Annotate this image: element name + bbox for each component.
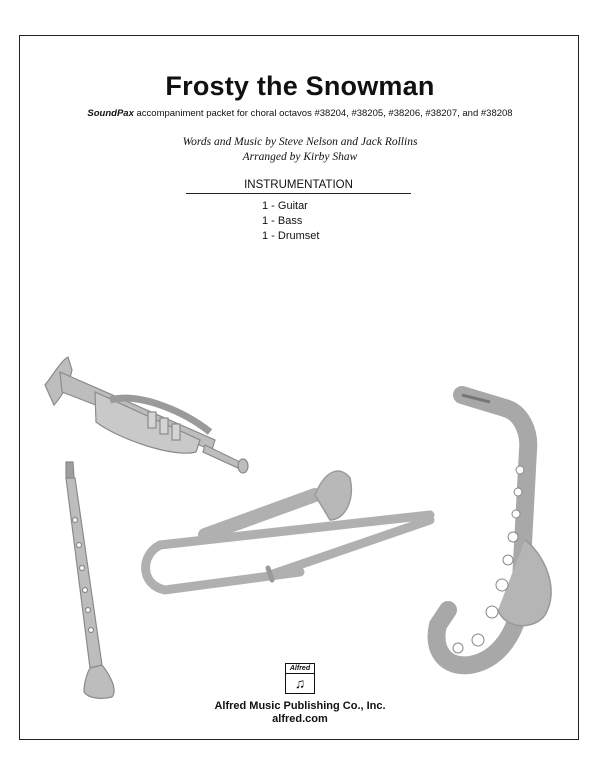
arranger-credit: Arranged by Kirby Shaw — [242, 151, 358, 163]
instrumentation-heading: INSTRUMENTATION — [186, 179, 411, 194]
clarinet-icon — [66, 462, 114, 698]
music-note-icon: ♫ — [294, 675, 306, 691]
page-title: Frosty the Snowman — [165, 71, 435, 101]
trumpet-icon — [45, 357, 248, 473]
publisher-logo — [285, 663, 315, 694]
brand-name: SoundPax — [87, 108, 134, 119]
words-music-credit: Words and Music by Steve Nelson and Jack Rollins — [182, 136, 418, 148]
trombone-icon — [146, 471, 430, 590]
publisher-info — [0, 700, 600, 726]
publisher-url[interactable]: alfred.com — [272, 713, 328, 725]
publisher-name: Alfred Music Publishing Co., Inc. — [214, 700, 386, 712]
instrument-item: 1 - Guitar — [262, 200, 308, 212]
instrument-item: 1 - Bass — [262, 215, 303, 227]
logo-wordmark: Alfred — [286, 664, 314, 674]
subtitle-text: accompaniment packet for choral octavos #38204, #38205, #38206, #38207, and #38208 — [133, 108, 513, 119]
saxophone-icon — [437, 395, 552, 665]
instrument-item: 1 - Drumset — [262, 230, 320, 242]
